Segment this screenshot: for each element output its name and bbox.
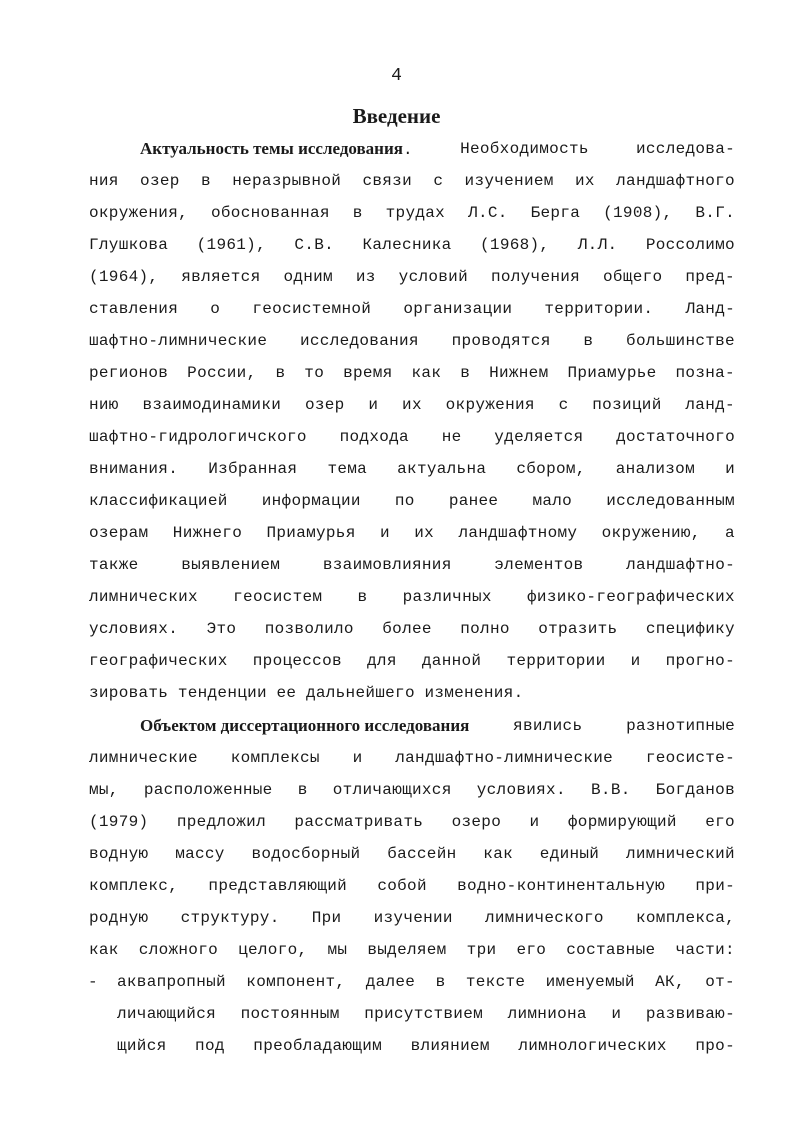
word: отразить bbox=[538, 620, 618, 638]
word: шафтно-гидрологичского bbox=[89, 428, 307, 446]
word: полно bbox=[460, 620, 510, 638]
text-line bbox=[89, 677, 735, 709]
word: уделяется bbox=[494, 428, 584, 446]
word: влиянием bbox=[410, 1037, 490, 1055]
word: выделяем bbox=[367, 941, 447, 959]
list-marker: - bbox=[88, 973, 98, 991]
word: составные bbox=[566, 941, 656, 959]
word: обоснованная bbox=[210, 204, 330, 222]
word: При bbox=[311, 909, 342, 927]
word: и bbox=[379, 524, 390, 542]
word: зировать bbox=[89, 684, 169, 702]
word: физико-географических bbox=[527, 588, 735, 606]
word: отличающихся bbox=[332, 781, 452, 799]
word: позиций bbox=[592, 396, 662, 414]
word: Ланд- bbox=[685, 300, 735, 318]
lead-group bbox=[140, 133, 413, 165]
word: компонент, bbox=[246, 973, 346, 991]
word: лимнический bbox=[626, 845, 735, 863]
word: собой bbox=[377, 877, 427, 895]
word: присутствием bbox=[364, 1005, 484, 1023]
word: данной bbox=[421, 652, 482, 670]
word: С.В. bbox=[294, 236, 335, 254]
word: окружения, bbox=[89, 204, 189, 222]
text-line bbox=[89, 774, 735, 806]
word: в bbox=[352, 204, 363, 222]
word: в bbox=[460, 364, 471, 382]
word: про- bbox=[695, 1037, 735, 1055]
word: внимания. bbox=[89, 460, 179, 478]
text-line bbox=[89, 613, 735, 645]
word: комплекса, bbox=[635, 909, 735, 927]
word: по bbox=[394, 492, 415, 510]
word: АК, bbox=[655, 973, 685, 991]
word: родную bbox=[89, 909, 149, 927]
text-line bbox=[89, 934, 735, 966]
text-line bbox=[89, 838, 735, 870]
word: получения bbox=[490, 268, 581, 286]
word: является bbox=[181, 268, 261, 286]
word: и bbox=[725, 460, 735, 478]
text-line bbox=[89, 581, 735, 613]
word: постоянным bbox=[240, 1005, 340, 1023]
word: личающийся bbox=[117, 1005, 217, 1023]
word: разнотипные bbox=[626, 717, 735, 735]
word: и bbox=[529, 813, 540, 831]
word: сбором, bbox=[516, 460, 586, 478]
word: при- bbox=[695, 877, 735, 895]
word: Калесника bbox=[362, 236, 452, 254]
word: В.В. bbox=[591, 781, 631, 799]
word: от- bbox=[705, 973, 735, 991]
word: информации bbox=[261, 492, 361, 510]
word: их bbox=[402, 396, 422, 414]
word: явились bbox=[513, 717, 583, 735]
word: Необходимость bbox=[460, 140, 589, 158]
word: одним bbox=[283, 268, 333, 286]
word: целого, bbox=[238, 941, 308, 959]
word: Избранная bbox=[208, 460, 298, 478]
word: анализом bbox=[615, 460, 695, 478]
word: Россолимо bbox=[645, 236, 735, 254]
word: лимнических bbox=[89, 588, 198, 606]
word: Приамурья bbox=[266, 524, 356, 542]
word: связи bbox=[362, 172, 412, 190]
word: актуальна bbox=[397, 460, 487, 478]
word: то bbox=[304, 364, 325, 382]
word: Л.Л. bbox=[577, 236, 618, 254]
word: формирующий bbox=[567, 813, 677, 831]
word: . bbox=[402, 141, 413, 159]
word: классификацией bbox=[89, 492, 228, 510]
word: взаимовлияния bbox=[322, 556, 452, 574]
word: в bbox=[200, 172, 211, 190]
word: процессов bbox=[252, 652, 342, 670]
word: взаимодинамики bbox=[142, 396, 282, 414]
text-line bbox=[89, 133, 735, 165]
text-line bbox=[89, 549, 735, 581]
word: (1961), bbox=[196, 236, 266, 254]
text-line bbox=[89, 742, 735, 774]
word: лимниона bbox=[507, 1005, 587, 1023]
word: о bbox=[210, 300, 221, 318]
word: и bbox=[352, 749, 363, 767]
word: лимнического bbox=[485, 909, 604, 927]
word: (1968), bbox=[480, 236, 550, 254]
word: массу bbox=[175, 845, 225, 863]
paragraph-lead: Актуальность темы исследования bbox=[140, 139, 403, 158]
word: части: bbox=[675, 941, 735, 959]
text-line bbox=[89, 966, 735, 998]
word: ландшафтно- bbox=[626, 556, 735, 574]
word: озер bbox=[140, 172, 180, 190]
word: достаточного bbox=[616, 428, 735, 446]
word: специфику bbox=[645, 620, 735, 638]
text-line bbox=[89, 902, 735, 934]
word: три bbox=[466, 941, 497, 959]
text-line bbox=[89, 293, 735, 325]
word: комплексы bbox=[230, 749, 320, 767]
word: рассматривать bbox=[294, 813, 424, 831]
word: время bbox=[343, 364, 393, 382]
word: и bbox=[611, 1005, 622, 1023]
word: Богданов bbox=[655, 781, 735, 799]
word: выявлением bbox=[181, 556, 281, 574]
word: позна- bbox=[675, 364, 735, 382]
word: территории bbox=[506, 652, 606, 670]
word: комплекс, bbox=[89, 877, 179, 895]
word: общего bbox=[603, 268, 663, 286]
word: дальнейшего bbox=[305, 684, 415, 702]
word: озерам bbox=[89, 524, 149, 542]
word: его bbox=[705, 813, 735, 831]
lead-group bbox=[140, 710, 469, 742]
word: в bbox=[435, 973, 446, 991]
word: не bbox=[441, 428, 462, 446]
word: географических bbox=[89, 652, 228, 670]
word: ландшафтно-лимнические bbox=[395, 749, 614, 767]
paragraph-object bbox=[89, 710, 735, 1062]
text-line bbox=[89, 453, 735, 485]
word: озер bbox=[304, 396, 345, 414]
word: расположенные bbox=[143, 781, 273, 799]
word: условиях. bbox=[89, 620, 179, 638]
word: структуру. bbox=[180, 909, 280, 927]
word: и bbox=[368, 396, 379, 414]
text-line bbox=[89, 517, 735, 549]
word: окружения bbox=[445, 396, 535, 414]
word: Нижнего bbox=[172, 524, 243, 542]
word: аквапропный bbox=[117, 973, 226, 991]
word: пред- bbox=[685, 268, 735, 286]
word: водно-континентальную bbox=[457, 877, 666, 895]
word: именуемый bbox=[545, 973, 635, 991]
word: тексте bbox=[465, 973, 526, 991]
text-line bbox=[89, 710, 735, 742]
word: под bbox=[195, 1037, 225, 1055]
word: геосистемной bbox=[252, 300, 372, 318]
word: исследования bbox=[300, 332, 419, 350]
word: (1964), bbox=[89, 268, 159, 286]
word: условий bbox=[398, 268, 468, 286]
word: мы, bbox=[89, 781, 119, 799]
word: в bbox=[297, 781, 308, 799]
word: организации bbox=[403, 300, 513, 318]
word: трудах bbox=[385, 204, 446, 222]
word: далее bbox=[365, 973, 416, 991]
word: Глушкова bbox=[89, 236, 169, 254]
word: из bbox=[355, 268, 376, 286]
word: Л.С. bbox=[468, 204, 508, 222]
list-item bbox=[89, 966, 735, 1062]
text-line bbox=[89, 357, 735, 389]
word: Приамурье bbox=[567, 364, 657, 382]
word: ланд- bbox=[685, 396, 735, 414]
text-line bbox=[89, 325, 735, 357]
word: прогно- bbox=[665, 652, 735, 670]
word: ния bbox=[89, 172, 119, 190]
word: большинстве bbox=[626, 332, 735, 350]
word: как bbox=[411, 364, 442, 382]
word: ландшафтному bbox=[458, 524, 578, 542]
word: проводятся bbox=[451, 332, 551, 350]
word: лимнические bbox=[89, 749, 198, 767]
word: территории. bbox=[544, 300, 654, 318]
word: его bbox=[516, 941, 547, 959]
word: тема bbox=[327, 460, 368, 478]
word: и bbox=[630, 652, 641, 670]
word: Нижнем bbox=[489, 364, 549, 382]
text-line bbox=[89, 645, 735, 677]
word: ставления bbox=[89, 300, 179, 318]
word: как bbox=[483, 845, 514, 863]
word: в bbox=[583, 332, 594, 350]
word: преобладающим bbox=[253, 1037, 383, 1055]
text-line bbox=[89, 229, 735, 261]
word: шафтно-лимнические bbox=[89, 332, 268, 350]
word: геосистем bbox=[233, 588, 323, 606]
word: мало bbox=[532, 492, 573, 510]
word: исследованным bbox=[606, 492, 735, 510]
word: окружению, bbox=[601, 524, 701, 542]
word: бассейн bbox=[387, 845, 457, 863]
text-line bbox=[89, 421, 735, 453]
paragraph-relevance bbox=[89, 133, 735, 709]
word: единый bbox=[539, 845, 600, 863]
page-number: 4 bbox=[391, 66, 402, 86]
word: ее bbox=[276, 684, 297, 702]
word: более bbox=[382, 620, 432, 638]
word: ландшафтного bbox=[616, 172, 735, 190]
text-line bbox=[89, 998, 735, 1030]
word: для bbox=[367, 652, 397, 670]
word: геосисте- bbox=[645, 749, 735, 767]
word: водосборный bbox=[251, 845, 361, 863]
word: позволило bbox=[264, 620, 354, 638]
word: их bbox=[414, 524, 435, 542]
word: в bbox=[357, 588, 368, 606]
word: Берга bbox=[530, 204, 581, 222]
word: развиваю- bbox=[645, 1005, 735, 1023]
word: ранее bbox=[448, 492, 499, 510]
word: России, bbox=[187, 364, 257, 382]
word: озеро bbox=[451, 813, 502, 831]
word: также bbox=[89, 556, 139, 574]
word: с bbox=[433, 172, 444, 190]
word: лимнологических bbox=[518, 1037, 667, 1055]
word: сложного bbox=[138, 941, 219, 959]
word: а bbox=[725, 524, 735, 542]
word: представляющий bbox=[208, 877, 348, 895]
word: элементов bbox=[494, 556, 584, 574]
word: их bbox=[575, 172, 595, 190]
text-line bbox=[89, 1030, 735, 1062]
text-line bbox=[89, 485, 735, 517]
paragraph-lead: Объектом диссертационного исследования bbox=[140, 716, 470, 735]
word: предложил bbox=[176, 813, 266, 831]
word: подхода bbox=[339, 428, 409, 446]
word: условиях. bbox=[476, 781, 566, 799]
text-line bbox=[89, 806, 735, 838]
word: В.Г. bbox=[695, 204, 735, 222]
word: неразрывной bbox=[232, 172, 342, 190]
word: изменения. bbox=[424, 684, 524, 702]
word: исследова- bbox=[635, 140, 735, 158]
word: щийся bbox=[117, 1037, 167, 1055]
word: изучением bbox=[464, 172, 554, 190]
word: Это bbox=[206, 620, 237, 638]
text-line bbox=[89, 389, 735, 421]
word: тенденции bbox=[177, 684, 267, 702]
word: различных bbox=[402, 588, 492, 606]
word: с bbox=[558, 396, 569, 414]
section-heading: Введение bbox=[352, 104, 441, 128]
word: водную bbox=[89, 845, 149, 863]
text-line bbox=[89, 165, 735, 197]
word: (1908), bbox=[603, 204, 673, 222]
text-line bbox=[89, 870, 735, 902]
word: мы bbox=[327, 941, 348, 959]
word: (1979) bbox=[89, 813, 149, 831]
word: как bbox=[89, 941, 119, 959]
text-line bbox=[89, 261, 735, 293]
word: в bbox=[275, 364, 286, 382]
text-line bbox=[89, 197, 735, 229]
word: нию bbox=[89, 396, 119, 414]
word: изучении bbox=[373, 909, 453, 927]
word: регионов bbox=[89, 364, 169, 382]
